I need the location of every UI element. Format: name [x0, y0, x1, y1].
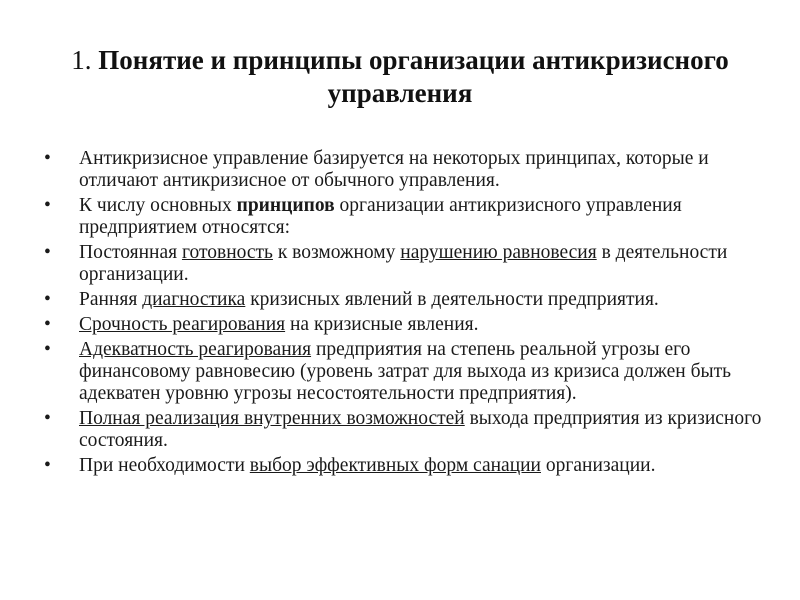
- bullet-marker: •: [44, 314, 51, 335]
- bullet-marker: •: [44, 455, 51, 476]
- slide-title: [60, 44, 740, 110]
- text-segment: выхода предприятия из кризисного состояния.: [79, 408, 762, 451]
- text-segment: к возможному: [272, 242, 401, 263]
- bullet-marker: •: [44, 339, 51, 360]
- bullet-marker: •: [44, 408, 51, 429]
- text-segment: в деятельности организации.: [79, 242, 728, 285]
- bullet-item: [44, 289, 764, 311]
- bullet-marker: •: [44, 195, 51, 216]
- bullet-item: [44, 455, 764, 477]
- title-number: 1.: [71, 45, 92, 75]
- text-segment: кризисных явлений в деятельности предприятия.: [245, 289, 659, 310]
- title-line-2: управления: [327, 78, 473, 108]
- text-segment: Ранняя: [79, 289, 143, 310]
- bullet-item: [44, 314, 764, 336]
- text-segment: на кризисные явления.: [285, 314, 479, 335]
- underlined-term: Адекватность реагирования: [79, 339, 312, 360]
- text-segment: организации.: [541, 455, 656, 476]
- text-segment: При необходимости: [79, 455, 250, 476]
- bullet-marker: •: [44, 148, 51, 169]
- underlined-term: диагностика: [142, 289, 246, 310]
- bullet-marker: •: [44, 242, 51, 263]
- bullet-item: [44, 195, 764, 239]
- underlined-term: Полная реализация внутренних возможностей: [79, 408, 465, 429]
- bullet-item: [44, 148, 764, 192]
- text-segment: Постоянная: [79, 242, 182, 263]
- underlined-term: нарушению равновесия: [400, 242, 597, 263]
- text-segment: предприятия на степень реальной угрозы его финансовому равновесию (уровень затрат для выхода из кризиса должен быть адекватен уровню угрозы несостоятельности предприятия).: [79, 339, 732, 404]
- title-line-1: Понятие и принципы организации антикризисного: [98, 45, 729, 75]
- bullet-marker: •: [44, 289, 51, 310]
- bullet-item: [44, 242, 764, 286]
- underlined-term: готовность: [181, 242, 273, 263]
- underlined-term: Срочность реагирования: [79, 314, 286, 335]
- bullet-list: [44, 148, 764, 480]
- text-segment: Антикризисное управление базируется на некоторых принципах, которые и отличают антикризисное от обычного управления.: [79, 148, 709, 191]
- bullet-item: [44, 339, 764, 405]
- underlined-term: выбор эффективных форм санации: [249, 455, 541, 476]
- text-segment: К числу основных: [79, 195, 237, 216]
- text-segment: организации антикризисного управления предприятием относятся:: [79, 195, 682, 238]
- bullet-item: [44, 408, 764, 452]
- bold-term: принципов: [236, 195, 335, 216]
